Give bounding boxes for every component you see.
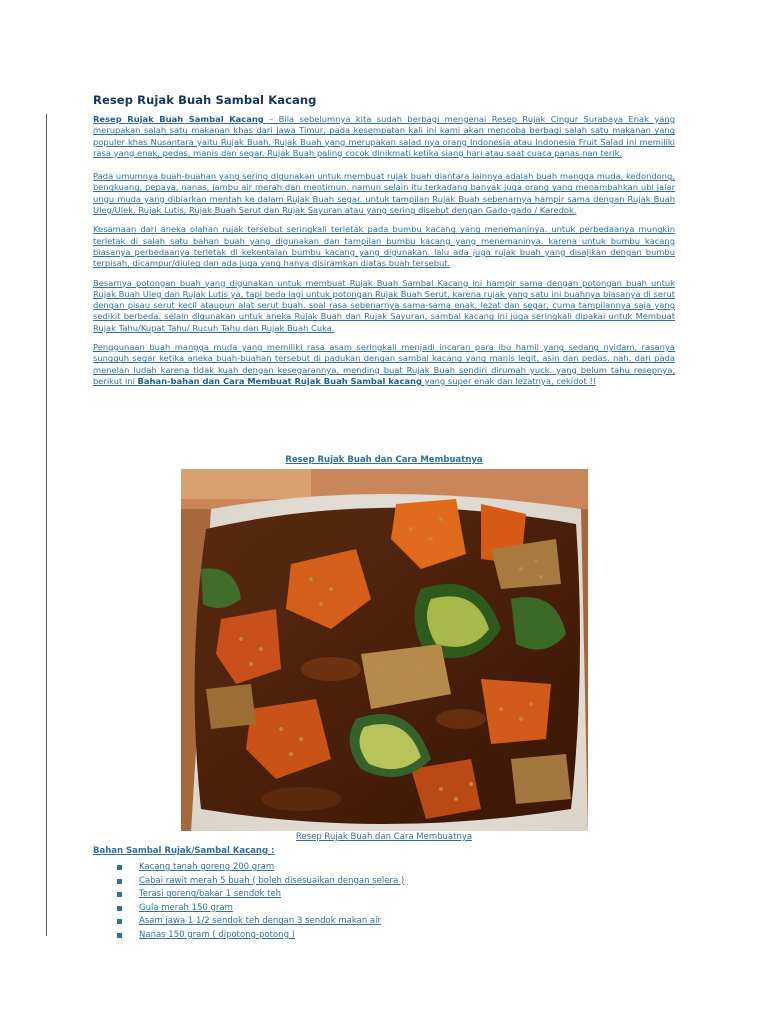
paragraph-cut-size[interactable]: Besarnya potongan buah yang digunakan untuk membuat Rujak Buah Sambal Kacang ini hampir sama dengan potongan buah untuk Rujak Buah Uleg dan Rujak Lutis ya, tapi beda lagi untuk potongan Rujak Buah Serut, karena rujak yang satu ini buahnya biasanya di serut dengan pisau serut kecil ataupun alat serut buah. soal rasa sebenarnya sama-sama enak, lezat dan segar, cuma tampilannya saja yang sedikit berbeda. selain digunakan untuk aneka Rujak Buah dan Rujak Sayuran, sambal kacang ini juga seringkali dipakai untuk Membuat Rujak Tahu/Kupat Tahu/ Rucuh Tahu dan Rujak Buah Cuka. (93, 277, 675, 333)
intro-text: – Bila sebelumnya kita sudah berbagi mengenai Resep Rujak Cingur Surabaya Enak yang merupakan salah satu makanan khas dari Jawa Timur, pada kesempatan kali ini kami akan mencoba berbagi salah satu makanan yang populer khas Nusantara yaitu Rujak Buah. Rujak Buah yang merupakan salad nya orang Indonesia atau Indonesia Fruit Salad ini memiliki rasa yang enak, pedas, manis dan segar. Rujak Buah paling cocok dinikmati ketika siang hari atau saat cuaca panas nan terik. (93, 114, 675, 158)
rujak-food-photo (181, 469, 588, 831)
paragraph-similarity[interactable]: Kesamaan dari aneka olahan rujak tersebut seringkali terletak pada bumbu kacang yang menemaninya. untuk perbedaanya mungkin terletak di salah satu bahan buah yang digunakan dan tampilan bumbu kacang yang menemaninya. karena untuk bumbu kacang biasanya perbedaanya terletak di kekentalan bumbu kacang yang digunakan. lalu ada juga rujak buah yang disajikan dengan bumbu terpisah, dicampur/diuleg dan ada juga yang hanya disiramkan diatas buah tersebut. (93, 224, 675, 269)
ingredient-item[interactable]: Kacang tanah goreng 200 gram (116, 861, 404, 875)
ingredient-item[interactable]: Nanas 150 gram ( dipotong-potong ) (116, 929, 404, 943)
ingredient-item[interactable]: Asam jawa 1 1/2 sendok teh dengan 3 sendok makan air (116, 915, 404, 929)
closing-text-before: Penggunaan buah mangga muda yang memiliki rasa asam seringkali menjadi incaran para ibu hamil yang sedang nyidam, rasanya sungguh segar ketika aneka buah-buahan tersebut di padukan dengan sambal kacang yang manis legit, asin dan pedas. nah, dari pada menelan ludah karena tidak kuah dengan kesegarannya, mending buat Rujak Buah sendiri dirumah yuck. yang belum tahu resepnya, berikut ini (93, 342, 675, 386)
square-bullet-icon (117, 933, 122, 938)
ingredients-heading[interactable]: Bahan Sambal Rujak/Sambal Kacang : (93, 846, 275, 856)
square-bullet-icon (117, 892, 122, 897)
square-bullet-icon (117, 906, 122, 911)
ingredient-item[interactable]: Terasi goreng/bakar 1 sendok teh (116, 888, 404, 902)
square-bullet-icon (117, 879, 122, 884)
left-margin-rule (46, 114, 47, 936)
ingredient-list (116, 861, 404, 943)
square-bullet-icon (117, 865, 122, 870)
page-title: Resep Rujak Buah Sambal Kacang (93, 93, 317, 107)
paragraph-fruits[interactable]: Pada umumnya buah-buahan yang sering digunakan untuk membuat rujak buah diantara lainnya adalah buah mangga muda, kedondong, bengkuang, pepaya, nanas, jambu air merah dan mentimun. namun selain itu terkadang banyak juga orang yang menambahkan ubi jalar ungu muda yang dibiarkan mentah ke dalam Rujak Buah segar. untuk tampilan Rujak Buah sebenarnya hampir sama dengan Rujak Buah Uleg/Ulek, Rujak Lutis, Rujak Buah Serut dan Rujak Sayuran atau yang sering disebut dengan Gado-gado / Karedok. (93, 171, 675, 216)
closing-text-after: yang super enak dan lezatnya, cekidot !! (421, 375, 597, 386)
intro-paragraph[interactable] (93, 114, 675, 159)
ingredient-item[interactable]: Gula merah 150 gram (116, 902, 404, 916)
image-title-link[interactable]: Resep Rujak Buah dan Cara Membuatnya (285, 455, 483, 465)
square-bullet-icon (117, 919, 122, 924)
ingredient-item[interactable]: Cabai rawit merah 5 buah ( boleh disesuaikan dengan selera ) (116, 875, 404, 889)
lead-link[interactable]: Resep Rujak Buah Sambal Kacang (93, 114, 264, 124)
article-body (93, 114, 675, 395)
recipe-cta-link[interactable]: Bahan-bahan dan Cara Membuat Rujak Buah Sambal kacang (137, 375, 422, 386)
image-caption-link[interactable]: Resep Rujak Buah dan Cara Membuatnya (295, 832, 473, 842)
paragraph-closing[interactable] (93, 342, 675, 387)
